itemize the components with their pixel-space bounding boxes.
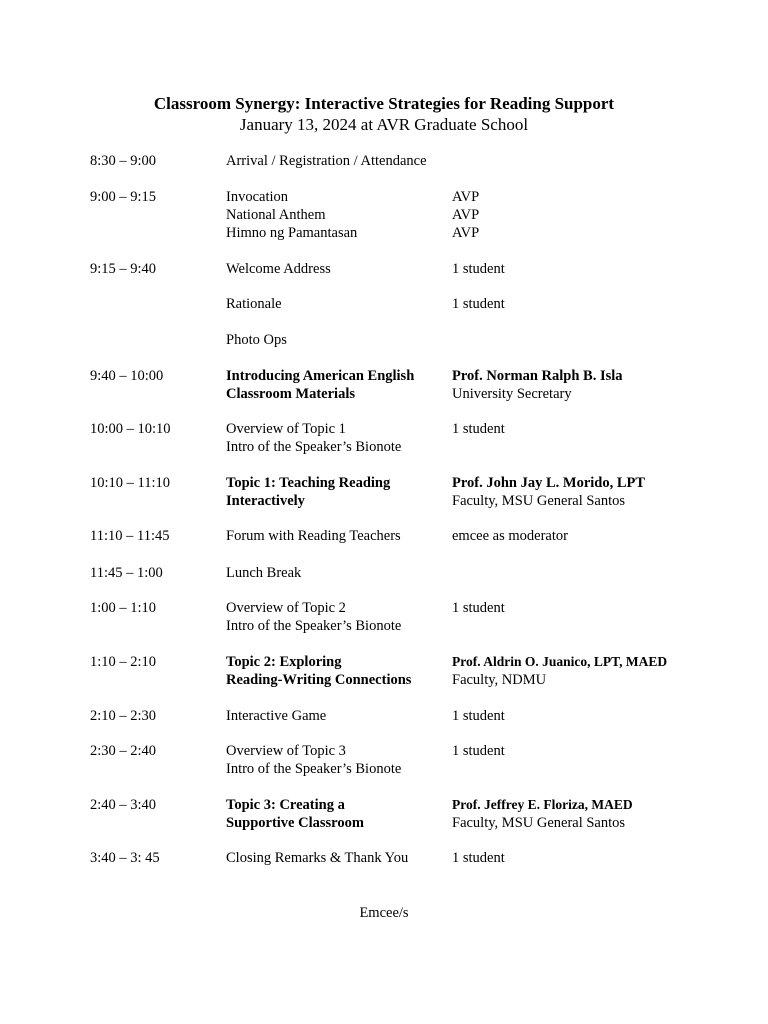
schedule-time: 9:15 – 9:40 xyxy=(90,261,157,277)
speaker-name: Prof. Aldrin O. Juanico, LPT, MAED xyxy=(452,654,668,669)
schedule-activity xyxy=(226,564,448,582)
schedule-time: 9:40 – 10:00 xyxy=(90,368,164,384)
activity-line: Forum with Reading Teachers xyxy=(226,528,401,544)
person-line: 1 student xyxy=(452,600,505,616)
schedule-time: 2:30 – 2:40 xyxy=(90,743,157,759)
activity-line: Classroom Materials xyxy=(226,386,355,402)
schedule-person xyxy=(452,260,732,278)
schedule-activity xyxy=(226,295,448,313)
person-line: 1 student xyxy=(452,261,505,277)
schedule-time: 9:00 – 9:15 xyxy=(90,189,157,205)
speaker-affiliation: Faculty, NDMU xyxy=(452,672,547,688)
activity-line: Interactively xyxy=(226,493,305,509)
person-line: AVP xyxy=(452,189,480,205)
schedule-activity xyxy=(226,367,448,403)
person-line: 1 student xyxy=(452,421,505,437)
person-line: emcee as moderator xyxy=(452,528,568,544)
schedule-activity xyxy=(226,796,448,832)
schedule-activity xyxy=(226,152,448,170)
schedule-person xyxy=(452,527,732,545)
schedule-time: 11:10 – 11:45 xyxy=(90,528,170,544)
schedule-person xyxy=(452,653,732,689)
person-line: 1 student xyxy=(452,743,505,759)
activity-line: Overview of Topic 3 xyxy=(226,743,346,759)
activity-line: Arrival / Registration / Attendance xyxy=(226,153,427,169)
schedule-time: 2:40 – 3:40 xyxy=(90,797,157,813)
activity-line: Topic 1: Teaching Reading xyxy=(226,475,391,491)
schedule-person xyxy=(452,367,732,403)
schedule-activity xyxy=(226,707,448,725)
activity-line: Lunch Break xyxy=(226,565,302,581)
schedule-activity xyxy=(226,599,448,635)
speaker-affiliation: Faculty, MSU General Santos xyxy=(452,493,626,509)
schedule-time: 11:45 – 1:00 xyxy=(90,565,163,581)
schedule-activity xyxy=(226,331,448,349)
activity-line: Closing Remarks & Thank You xyxy=(226,850,409,866)
speaker-affiliation: Faculty, MSU General Santos xyxy=(452,815,626,831)
schedule-activity xyxy=(226,653,448,689)
person-line: 1 student xyxy=(452,296,505,312)
activity-line: Topic 2: Exploring xyxy=(226,654,342,670)
activity-line: Topic 3: Creating a xyxy=(226,797,345,813)
schedule-time: 1:00 – 1:10 xyxy=(90,600,157,616)
schedule-person xyxy=(452,474,732,510)
schedule-time: 8:30 – 9:00 xyxy=(90,153,157,169)
schedule-person xyxy=(452,742,732,760)
schedule-time: 3:40 – 3: 45 xyxy=(90,850,160,866)
schedule-person xyxy=(452,849,732,867)
activity-line: Interactive Game xyxy=(226,708,327,724)
schedule-activity xyxy=(226,260,448,278)
schedule-person xyxy=(452,796,732,832)
speaker-name: Prof. John Jay L. Morido, LPT xyxy=(452,475,646,491)
schedule-person xyxy=(452,188,732,242)
person-line: AVP xyxy=(452,207,480,223)
schedule-time: 2:10 – 2:30 xyxy=(90,708,157,724)
speaker-name: Prof. Norman Ralph B. Isla xyxy=(452,368,623,384)
schedule-activity xyxy=(226,474,448,510)
person-line: 1 student xyxy=(452,708,505,724)
schedule-person xyxy=(452,295,732,313)
person-line: 1 student xyxy=(452,850,505,866)
activity-line: Supportive Classroom xyxy=(226,815,364,831)
emcee-label: Emcee/s xyxy=(359,905,409,921)
schedule-time: 10:00 – 10:10 xyxy=(90,421,171,437)
schedule-activity xyxy=(226,849,448,867)
schedule-activity xyxy=(226,188,448,242)
activity-line: Reading-Writing Connections xyxy=(226,672,412,688)
schedule-person xyxy=(452,599,732,617)
schedule-person xyxy=(452,420,732,438)
schedule-time: 1:10 – 2:10 xyxy=(90,654,157,670)
schedule-person xyxy=(452,707,732,725)
schedule-activity xyxy=(226,742,448,778)
program-date-venue: January 13, 2024 at AVR Graduate School xyxy=(239,115,529,134)
activity-line: Intro of the Speaker’s Bionote xyxy=(226,761,402,777)
activity-line: National Anthem xyxy=(226,207,326,223)
activity-line: Photo Ops xyxy=(226,332,287,348)
activity-line: Overview of Topic 1 xyxy=(226,421,346,437)
activity-line: Rationale xyxy=(226,296,282,312)
speaker-affiliation: University Secretary xyxy=(452,386,572,402)
program-title: Classroom Synergy: Interactive Strategies for Reading Support xyxy=(153,94,615,113)
activity-line: Himno ng Pamantasan xyxy=(226,225,358,241)
activity-line: Introducing American English xyxy=(226,368,415,384)
activity-line: Invocation xyxy=(226,189,289,205)
activity-line: Intro of the Speaker’s Bionote xyxy=(226,618,402,634)
schedule-time: 10:10 – 11:10 xyxy=(90,475,171,491)
activity-line: Welcome Address xyxy=(226,261,331,277)
schedule-activity xyxy=(226,420,448,456)
speaker-name: Prof. Jeffrey E. Floriza, MAED xyxy=(452,797,633,812)
schedule-activity xyxy=(226,527,448,545)
activity-line: Intro of the Speaker’s Bionote xyxy=(226,439,402,455)
person-line: AVP xyxy=(452,225,480,241)
activity-line: Overview of Topic 2 xyxy=(226,600,346,616)
